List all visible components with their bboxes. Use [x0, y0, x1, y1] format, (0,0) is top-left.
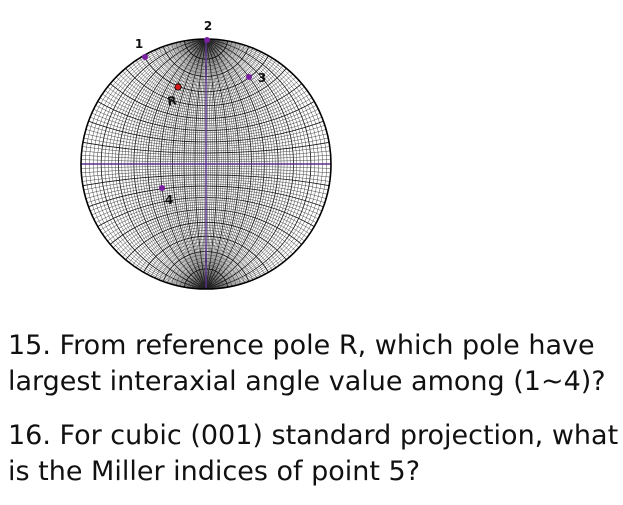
pole-4-label: 4 — [164, 193, 174, 207]
question-15: 15. From reference pole R, which pole have largest interaxial angle value among (1~4)? — [8, 330, 606, 397]
parallel-line — [0, 171, 623, 300]
pole-4-marker — [159, 185, 165, 191]
parallel-line — [0, 0, 623, 149]
parallel-line — [0, 0, 623, 151]
reference-pole-r-label: R — [166, 93, 178, 109]
parallel-line — [0, 0, 623, 157]
pole-2-marker — [204, 37, 210, 43]
reference-pole-r-marker — [175, 84, 181, 90]
pole-1-marker — [142, 54, 148, 60]
parallel-line — [0, 0, 623, 153]
pole-3-label: 3 — [257, 71, 267, 85]
parallel-line — [0, 179, 623, 300]
parallel-line — [0, 175, 623, 300]
pole-1-label: 1 — [134, 37, 144, 51]
parallel-line — [0, 166, 623, 300]
parallel-line — [0, 182, 623, 300]
pole-3-marker — [246, 74, 252, 80]
question-16: 16. For cubic (001) standard projection, what is the Miller indices of point 5? — [8, 420, 619, 487]
parallel-line — [0, 0, 549, 142]
parallel-line — [0, 195, 441, 300]
pole-2-label: 2 — [203, 19, 213, 33]
parallel-line — [0, 0, 623, 146]
parallel-line — [0, 188, 515, 300]
